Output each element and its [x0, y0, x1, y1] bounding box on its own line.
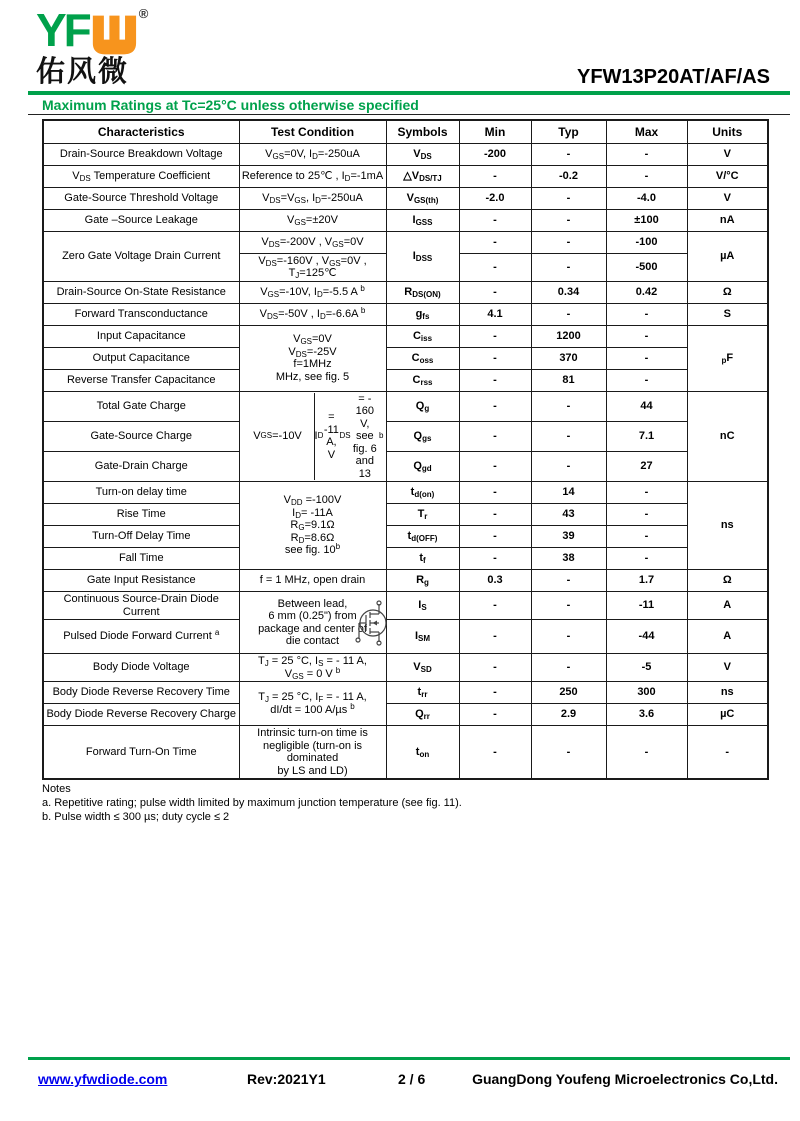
cell-min: - — [459, 451, 531, 481]
table-row — [43, 143, 768, 165]
cell-test-condition: $V_{GS}=0V$, $I_D=-250uA$ — [239, 143, 386, 165]
cell-max: -100 — [606, 231, 687, 253]
cell-min: - — [459, 548, 531, 570]
cell-max: - — [606, 504, 687, 526]
cell-unit: A — [687, 620, 768, 654]
cell-min: - — [459, 654, 531, 682]
cell-max: -4.0 — [606, 187, 687, 209]
cell-min: - — [459, 592, 531, 620]
table-row — [43, 391, 768, 421]
cell-min: - — [459, 526, 531, 548]
cell-max: 300 — [606, 682, 687, 704]
table-row — [43, 704, 768, 726]
cell-characteristic: Turn-on delay time — [43, 482, 239, 504]
cell-symbol: $t_{rr}$ — [386, 682, 459, 704]
cell-unit: Ω — [687, 281, 768, 303]
cell-min: - — [459, 620, 531, 654]
cell-unit: nC — [687, 391, 768, 482]
cell-unit: $_p$F — [687, 325, 768, 391]
cell-test-condition: $V_{GS}=0V$ $V_{DS}=-25V$ f=1MHz MHz, see fig. 5 — [239, 325, 386, 391]
cell-test-condition: $V_{GS}=-10V$, $I_D=-5.5$ A $^b$ — [239, 281, 386, 303]
table-row — [43, 682, 768, 704]
cell-typ: - — [531, 654, 606, 682]
cell-symbol: $Q_g$ — [386, 391, 459, 421]
cell-min: - — [459, 726, 531, 780]
cell-typ: - — [531, 451, 606, 481]
column-header-typ: Typ — [531, 120, 606, 143]
table-row — [43, 231, 768, 253]
cell-typ: - — [531, 726, 606, 780]
cell-characteristic: Drain-Source On-State Resistance — [43, 281, 239, 303]
cell-max: - — [606, 482, 687, 504]
section-title: Maximum Ratings at Tc=25°C unless otherwise specified — [42, 97, 419, 113]
cell-characteristic: Zero Gate Voltage Drain Current — [43, 231, 239, 281]
cell-symbol: $T_r$ — [386, 504, 459, 526]
cell-typ: - — [531, 143, 606, 165]
cell-typ: - — [531, 620, 606, 654]
website-link[interactable]: www.yfwdiode.com — [38, 1071, 168, 1087]
table-row — [43, 187, 768, 209]
cell-symbol: $C_{rss}$ — [386, 369, 459, 391]
cell-typ: - — [531, 187, 606, 209]
cell-test-condition-right: I D = -11 A, V DS = - 160 V, see fig. 6 and 13 b — [314, 392, 384, 480]
table-row — [43, 654, 768, 682]
cell-unit: A — [687, 592, 768, 620]
cell-min: 0.3 — [459, 570, 531, 592]
cell-symbol: $t_f$ — [386, 548, 459, 570]
cell-test-condition: f = 1 MHz, open drain — [239, 570, 386, 592]
cell-characteristic: Total Gate Charge — [43, 391, 239, 421]
green-divider-top — [28, 91, 790, 95]
cell-unit: Ω — [687, 570, 768, 592]
page-number: 2 / 6 — [398, 1071, 426, 1087]
cell-test-condition: Intrinsic turn-on time is negligible (turn-on is dominated by LS and LD) — [239, 726, 386, 780]
cell-symbol: $C_{oss}$ — [386, 347, 459, 369]
cell-max: - — [606, 143, 687, 165]
cell-max: 27 — [606, 451, 687, 481]
notes-title: Notes — [42, 783, 71, 795]
cell-symbol: $R_g$ — [386, 570, 459, 592]
cell-typ: - — [531, 231, 606, 253]
cell-min: - — [459, 231, 531, 253]
cell-symbol: $Q_{gs}$ — [386, 421, 459, 451]
cell-symbol: $I_{DSS}$ — [386, 231, 459, 281]
cell-typ: 38 — [531, 548, 606, 570]
cell-max: ±100 — [606, 209, 687, 231]
cell-min: - — [459, 421, 531, 451]
cell-characteristic: Output Capacitance — [43, 347, 239, 369]
table-row — [43, 421, 768, 451]
cell-max: 3.6 — [606, 704, 687, 726]
diode-condition-text: Between lead, 6 mm (0.25") from package and center of die contact — [258, 597, 367, 647]
cell-symbol: $t_{d(on)}$ — [386, 482, 459, 504]
cell-min: - — [459, 504, 531, 526]
cell-min: - — [459, 325, 531, 347]
cell-min: - — [459, 391, 531, 421]
cell-characteristic: Forward Transconductance — [43, 303, 239, 325]
green-divider-bottom — [28, 1057, 790, 1060]
cell-unit: µC — [687, 704, 768, 726]
revision-label: Rev:2021Y1 — [247, 1071, 326, 1087]
cell-max: - — [606, 303, 687, 325]
cell-min: - — [459, 209, 531, 231]
cell-max: - — [606, 347, 687, 369]
cell-unit: nA — [687, 209, 768, 231]
cell-unit: - — [687, 726, 768, 780]
table-row — [43, 570, 768, 592]
table-row — [43, 209, 768, 231]
cell-test-condition: $V_{DS}=-200V$ , $V_{GS}=0V$ — [239, 231, 386, 253]
table-row — [43, 620, 768, 654]
cell-unit: ns — [687, 482, 768, 570]
logo-chinese-name: 佑风微 — [36, 56, 130, 88]
cell-symbol: $g_{fs}$ — [386, 303, 459, 325]
cell-unit: V/°C — [687, 165, 768, 187]
table-row — [43, 482, 768, 504]
cell-typ: 370 — [531, 347, 606, 369]
cell-characteristic: Gate Input Resistance — [43, 570, 239, 592]
table-row — [43, 451, 768, 481]
cell-max: -44 — [606, 620, 687, 654]
cell-typ: 14 — [531, 482, 606, 504]
cell-symbol: $Q_{gd}$ — [386, 451, 459, 481]
cell-typ: - — [531, 253, 606, 281]
cell-characteristic: Drain-Source Breakdown Voltage — [43, 143, 239, 165]
cell-min: - — [459, 369, 531, 391]
cell-typ: 250 — [531, 682, 606, 704]
cell-max: - — [606, 369, 687, 391]
cell-typ: 43 — [531, 504, 606, 526]
company-logo — [36, 4, 149, 88]
cell-characteristic: Body Diode Reverse Recovery Time — [43, 682, 239, 704]
cell-characteristic: Body Diode Reverse Recovery Charge — [43, 704, 239, 726]
cell-characteristic: Gate –Source Leakage — [43, 209, 239, 231]
cell-max: - — [606, 325, 687, 347]
column-header-test-condition: Test Condition — [239, 120, 386, 143]
cell-test-condition: Reference to 25℃ , $I_D=-1mA$ — [239, 165, 386, 187]
table-row — [43, 369, 768, 391]
table-row — [43, 726, 768, 780]
table-row — [43, 325, 768, 347]
table-row — [43, 303, 768, 325]
cell-test-condition: $V_{DS}=V_{GS}$, $I_D=-250uA$ — [239, 187, 386, 209]
cell-characteristic: $V_{DS}$ Temperature Coefficient — [43, 165, 239, 187]
cell-min: - — [459, 482, 531, 504]
note-a: a. Repetitive rating; pulse width limited by maximum junction temperature (see fig. 11). — [42, 797, 462, 809]
cell-unit: V — [687, 187, 768, 209]
column-header-min: Min — [459, 120, 531, 143]
cell-test-condition: $V_{DS}=-50V$ , $I_D=-6.6A$ $^b$ — [239, 303, 386, 325]
registered-mark: ® — [138, 6, 149, 21]
cell-typ: - — [531, 421, 606, 451]
cell-symbol: $I_{SM}$ — [386, 620, 459, 654]
cell-max: 0.42 — [606, 281, 687, 303]
cell-characteristic: Fall Time — [43, 548, 239, 570]
column-header-symbols: Symbols — [386, 120, 459, 143]
table-row — [43, 281, 768, 303]
logo-yf-text: YF — [36, 4, 89, 56]
cell-characteristic: Gate-Source Threshold Voltage — [43, 187, 239, 209]
cell-test-condition-left: V GS =-10V — [253, 430, 302, 442]
cell-min: - — [459, 281, 531, 303]
cell-typ: - — [531, 303, 606, 325]
cell-symbol: $C_{iss}$ — [386, 325, 459, 347]
cell-typ: - — [531, 570, 606, 592]
cell-unit: V — [687, 143, 768, 165]
cell-typ: - — [531, 592, 606, 620]
cell-unit: V — [687, 654, 768, 682]
cell-max: -11 — [606, 592, 687, 620]
cell-typ: 0.34 — [531, 281, 606, 303]
company-name: GuangDong Youfeng Microelectronics Co,Ltd. — [472, 1071, 778, 1087]
cell-typ: 39 — [531, 526, 606, 548]
table-area — [42, 119, 770, 824]
cell-max: 44 — [606, 391, 687, 421]
cell-symbol: $V_{GS(th)}$ — [386, 187, 459, 209]
cell-symbol: $R_{DS(ON)}$ — [386, 281, 459, 303]
thin-divider — [28, 114, 790, 115]
cell-characteristic: Rise Time — [43, 504, 239, 526]
cell-max: - — [606, 548, 687, 570]
table-row — [43, 165, 768, 187]
column-header-units: Units — [687, 120, 768, 143]
cell-test-condition: $T_J = 25$ °C, $I_S$ = - 11 A, $V_{GS} = 0$ V $^b$ — [239, 654, 386, 682]
table-row — [43, 592, 768, 620]
cell-test-condition — [239, 592, 386, 654]
cell-max: 1.7 — [606, 570, 687, 592]
cell-min: 4.1 — [459, 303, 531, 325]
table-row — [43, 504, 768, 526]
cell-symbol: $V_{DS}$ — [386, 143, 459, 165]
cell-typ: 2.9 — [531, 704, 606, 726]
cell-max: -500 — [606, 253, 687, 281]
cell-min: -200 — [459, 143, 531, 165]
cell-max: - — [606, 726, 687, 780]
cell-characteristic: Continuous Source-Drain Diode Current — [43, 592, 239, 620]
cell-test-condition: $V_{DS}=-160V$ , $V_{GS}=0V$ , $T_J=125℃$ — [239, 253, 386, 281]
cell-min: - — [459, 253, 531, 281]
p-channel-mosfet-icon — [352, 599, 394, 647]
note-b: b. Pulse width ≤ 300 µs; duty cycle ≤ 2 — [42, 811, 230, 823]
cell-characteristic: Input Capacitance — [43, 325, 239, 347]
cell-test-condition-split — [239, 391, 386, 482]
cell-characteristic: Gate-Source Charge — [43, 421, 239, 451]
cell-typ: 1200 — [531, 325, 606, 347]
cell-symbol: $I_S$ — [386, 592, 459, 620]
cell-min: - — [459, 347, 531, 369]
cell-test-condition: $V_{GS}=\pm 20V$ — [239, 209, 386, 231]
cell-max: -5 — [606, 654, 687, 682]
cell-characteristic: Gate-Drain Charge — [43, 451, 239, 481]
cell-characteristic: Pulsed Diode Forward Current $^a$ — [43, 620, 239, 654]
cell-unit: S — [687, 303, 768, 325]
table-row — [43, 548, 768, 570]
cell-max: - — [606, 526, 687, 548]
cell-max: - — [606, 165, 687, 187]
cell-symbol: $V_{SD}$ — [386, 654, 459, 682]
cell-typ: -0.2 — [531, 165, 606, 187]
cell-test-condition: $V_{DD} =-100V$ $I_D= -11A$ $R_G=9.1\Omega$ $R_D=8.6\Omega$ see fig. 10$^b$ — [239, 482, 386, 570]
logo-w-icon — [91, 14, 137, 56]
cell-symbol: $\triangle V_{DS/TJ}$ — [386, 165, 459, 187]
cell-min: -2.0 — [459, 187, 531, 209]
cell-typ: - — [531, 209, 606, 231]
cell-typ: - — [531, 391, 606, 421]
cell-characteristic: Turn-Off Delay Time — [43, 526, 239, 548]
max-ratings-table — [42, 119, 769, 780]
cell-symbol: $Q_{rr}$ — [386, 704, 459, 726]
table-row — [43, 347, 768, 369]
cell-max: 7.1 — [606, 421, 687, 451]
part-number: YFW13P20AT/AF/AS — [577, 66, 770, 88]
notes-section — [42, 782, 770, 824]
cell-min: - — [459, 704, 531, 726]
cell-min: - — [459, 165, 531, 187]
column-header-characteristics: Characteristics — [43, 120, 239, 143]
cell-symbol: $t_{on}$ — [386, 726, 459, 780]
table-row — [43, 526, 768, 548]
column-header-max: Max — [606, 120, 687, 143]
cell-characteristic: Reverse Transfer Capacitance — [43, 369, 239, 391]
cell-characteristic: Forward Turn-On Time — [43, 726, 239, 780]
cell-test-condition: $T_J = 25$ °C, $I_F$ = - 11 A, dI/dt = 100 A/µs $^b$ — [239, 682, 386, 726]
table-header-row — [43, 120, 768, 143]
cell-unit: ns — [687, 682, 768, 704]
cell-unit: µA — [687, 231, 768, 281]
cell-symbol: $I_{GSS}$ — [386, 209, 459, 231]
cell-typ: 81 — [531, 369, 606, 391]
cell-characteristic: Body Diode Voltage — [43, 654, 239, 682]
cell-symbol: $t_{d(OFF)}$ — [386, 526, 459, 548]
cell-min: - — [459, 682, 531, 704]
